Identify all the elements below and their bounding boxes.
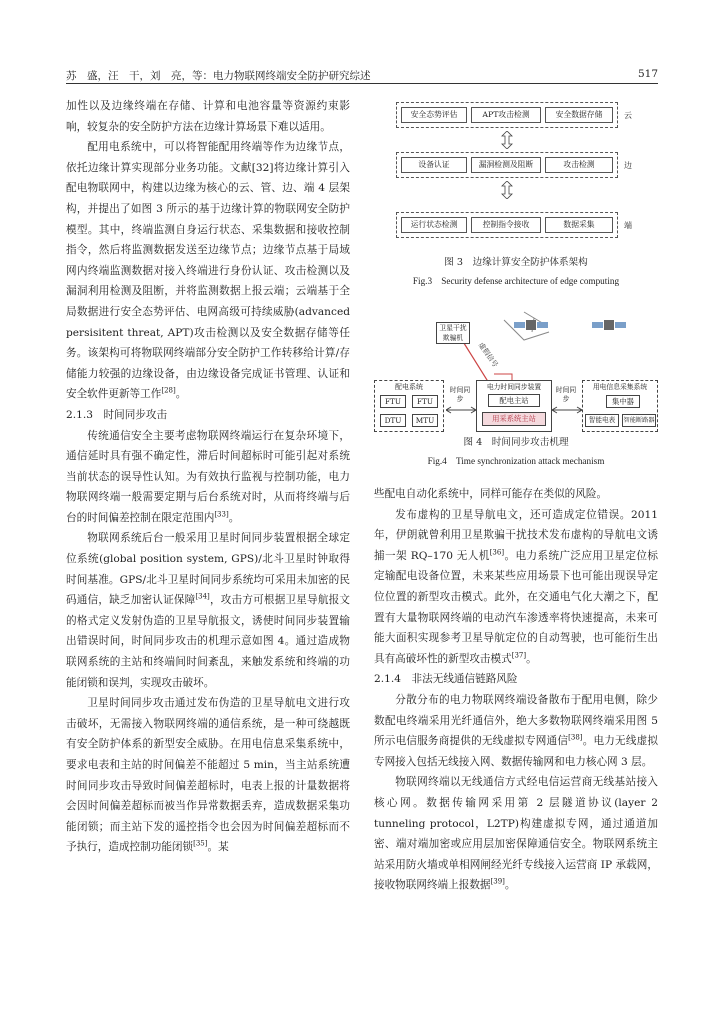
terminal-layer	[396, 212, 618, 238]
sync-label: 时间同步	[449, 386, 471, 403]
cloud-layer	[396, 102, 618, 128]
cloud-item: 安全数据存储	[545, 107, 613, 123]
ftu-box: FTU	[380, 395, 406, 408]
cloud-item: 安全态势评估	[401, 107, 467, 123]
section-heading: 2.1.4 非法无线通信链路风险	[374, 673, 518, 686]
citation: [33]	[214, 510, 229, 519]
edge-item: 漏洞检测及阻断	[471, 157, 541, 173]
sync-label: 时间同步	[555, 386, 577, 403]
smart-switch-box: 智能断路器	[622, 414, 656, 427]
up-down-arrow-icon	[501, 131, 513, 149]
paragraph: 物联网系统后台一般采用卫星时间同步装置根据全球定位系统(global position system, GPS)/北斗卫星时钟取得时间基准。GPS/北斗卫星时间同步系统均可采用未加密的民码通信，缺乏加密认证保障[34]，攻击方可根据卫星导航报文的格式定义发射伪造的卫星导航报文，诱使时间同步装置输出错误时间，时间同步攻击的机理示意如图 4。通过造成物联网系统的主站和终端间时间紊乱，来触发系统和终端的功能闭锁和误判，实现攻击破坏。	[66, 532, 351, 689]
time-sync-device: 电力时间同步装置	[486, 383, 542, 391]
paragraph: 些配电自动化系统中，同样可能存在类似的风险。	[374, 488, 608, 500]
tier-label: 边	[624, 161, 632, 170]
figure-caption-cn: 图 3 边缘计算安全防护体系架构	[444, 257, 588, 268]
citation: [38]	[568, 733, 583, 742]
double-arrow-icon	[552, 406, 582, 414]
cloud-item: APT攻击检测	[471, 107, 541, 123]
mtu-box: MTU	[412, 414, 438, 427]
edge-item: 设备认证	[401, 157, 467, 173]
running-title: 苏 盛，汪 干，刘 亮，等：电力物联网终端安全防护研究综述	[66, 70, 371, 82]
citation: [35]	[193, 839, 208, 848]
fake-signal-label: 虚假信号	[476, 341, 500, 369]
figure-caption-en: Fig.4 Time synchronization attack mechanism	[427, 456, 605, 466]
user-master-box: 用采系统主站	[482, 412, 546, 426]
dist-master-box: 配电主站	[488, 394, 540, 407]
paragraph: 卫星时间同步攻击通过发布伪造的卫星导航电文进行攻击破坏，无需接入物联网终端的通信系统，是一种可绕越既有安全防护体系的新型安全威胁。在用电信息采集系统中，要求电表和主站的时间偏差不能超过 5 min，当主站系统遭时间同步攻击导致时间偏差超标时，电表上报的计量数据将会因时间偏差超标而被当作异常数据丢弃，造成数据采集功能闭锁；而主站下发的遥控指令也会因为时间偏差超标而不予执行，造成控制功能闭锁[35]。某	[66, 697, 350, 854]
figure-4	[374, 310, 658, 470]
paragraph: 配用电系统中，可以将智能配用终端等作为边缘节点，依托边缘计算实现部分业务功能。文献[32]将边缘计算引入配电物联网中，构建以边缘为核心的云、管、边、端 4 层架构，并提出了如图 3 所示的基于边缘计算的物联网安全防护模型。其中，终端监测自身运行状态、采集数据和接收控制指令，然后将监测数据发送至边缘节点；边缘节点基于局域网内终端监测数据对接入终端进行身份认证、攻击检测以及漏洞利用检测及阻断，并将监测数据上报云端；云端基于全局数据进行安全态势评估、电网高级可持续威胁(advanced persisitent threat, APT)攻击检测以及安全数据存储等任务。该架构可将物联网终端部分安全防护工作转移给计算/存储能力较强的边缘设备，由边缘设备完成证书管理、认证和安全软件更新等工作[28]。	[66, 141, 350, 401]
dtu-box: DTU	[380, 414, 406, 427]
up-down-arrow-icon	[501, 181, 513, 199]
tier-label: 端	[624, 221, 632, 230]
left-column	[66, 96, 350, 858]
terminal-item: 控制指令接收	[471, 217, 541, 233]
page-number: 517	[637, 68, 658, 80]
paragraph: 加性以及边缘终端在存储、计算和电池容量等资源约束影响，较复杂的安全防护方法在边缘计算场景下难以适用。	[66, 100, 350, 133]
satellite-icon	[514, 314, 548, 336]
section-heading: 2.1.3 时间同步攻击	[66, 408, 168, 421]
citation: [28]	[161, 386, 176, 395]
figure-3	[374, 96, 658, 296]
right-column	[374, 484, 658, 896]
page-header	[66, 66, 658, 84]
edge-item: 攻击检测	[545, 157, 613, 173]
terminal-item: 数据采集	[545, 217, 613, 233]
figure-caption-en: Fig.3 Security defense architecture of edge computing	[412, 276, 620, 286]
tier-label: 云	[624, 111, 632, 120]
paragraph: 发布虚构的卫星导航电文，还可造成定位错误。2011 年，伊朗就曾利用卫星欺骗干扰技术发布虚构的导航电文诱捕一架 RQ–170 无人机[36]。电力系统广泛应用卫星定位标定输配电设备位置，未来某些应用场景下也可能出现误导定位位置的新型攻击模式。此外，在交通电气化大潮之下，配置有大量物联网终端的电动汽车渗透率将快速提高，未来可能大面积实现参考卫星导航定位的自动驾驶，也可能衍生出具有高破坏性的新型攻击模式[37]。	[374, 508, 658, 665]
smart-meter-box: 智能电表	[585, 414, 619, 427]
user-system-label: 用电信息采集系统	[592, 383, 648, 391]
ftu-box: FTU	[412, 395, 438, 408]
figure-caption-cn: 图 4 时间同步攻击机理	[463, 437, 569, 448]
concentrator-box: 集中器	[606, 395, 640, 408]
paragraph: 物联网终端以无线通信方式经电信运营商无线基站接入核心网。数据传输网采用第 2 层隧道协议(layer 2 tunneling protocol，L2TP)构建虚拟专网，通过通道加密、端对端加密或应用层加密保障通信安全。物联网系统主站采用防火墙或单相网闸经光纤专线接入运营商 IP 承载网，接收物联网终端上报数据[39]。	[374, 776, 658, 892]
paragraph: 传统通信安全主要考虑物联网终端运行在复杂环境下，通信延时具有强不确定性，滞后时间超标时可能引起对系统当前状态的误导性认知。为有效执行监视与控制功能，电力物联网终端一般需要定期与后台系统对时，从而将终端与后台的时间偏差控制在限定范围内[33]。	[66, 429, 350, 524]
citation: [39]	[490, 877, 505, 886]
satellite-icon	[592, 314, 626, 336]
dist-system-label: 配电系统	[395, 383, 423, 391]
citation: [37]	[511, 651, 527, 660]
edge-layer	[396, 152, 618, 178]
terminal-item: 运行状态检测	[401, 217, 467, 233]
double-arrow-icon	[446, 406, 476, 414]
paragraph: 分散分布的电力物联网终端设备散布于配用电侧，除少数配电终端采用光纤通信外，绝大多数物联网终端采用图 5 所示电信服务商提供的无线虚拟专网通信[38]。电力无线虚拟专网接入包括无线接入网、数据传输网和电力核心网 3 层。	[374, 693, 659, 768]
citation: [34]	[195, 592, 210, 601]
citation: [36]	[489, 548, 505, 557]
jammer-box: 卫星干扰欺骗机	[436, 322, 470, 344]
